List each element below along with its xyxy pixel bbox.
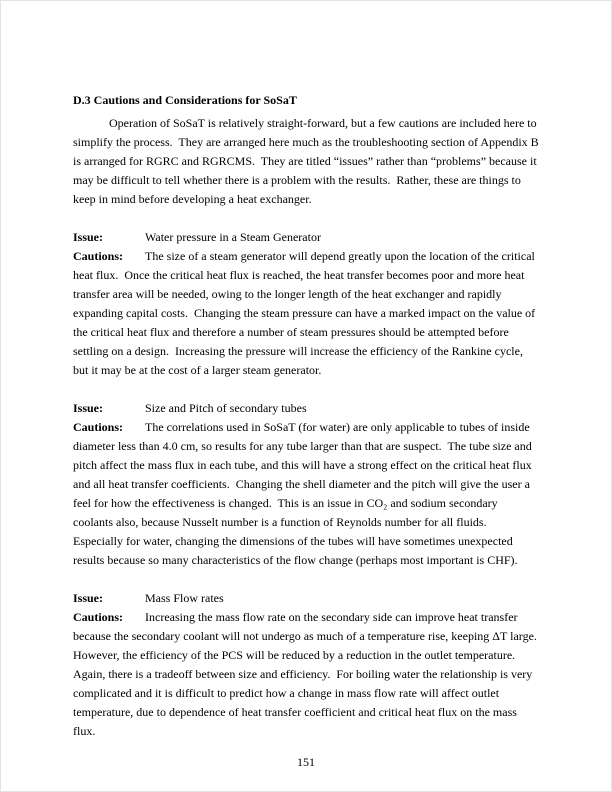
issue-title: Size and Pitch of secondary tubes <box>145 401 307 415</box>
section-heading: D.3 Cautions and Considerations for SoSaT <box>73 93 297 107</box>
cautions-label: Cautions: <box>73 420 124 434</box>
cautions-text: The size of a steam generator will depend greatly upon the location of the critical heat flux. Once the critical heat flux is reached, the heat transfer becomes poor and more heat transfer area will be needed, owing to the longer length of the heat exchanger and rapidly expanding capital costs. Changing the steam pressure can have a marked impact on the value of the critical heat flux and therefore a number of steam pressures should be attempted before settling on a design. Increasing the pressure will increase the efficiency of the Rankine cycle, but it may be at the cost of a larger steam generator. <box>73 249 539 377</box>
cautions-paragraph <box>73 608 543 741</box>
page-number: 151 <box>297 755 315 769</box>
cautions-label: Cautions: <box>73 610 124 624</box>
issue-line <box>73 228 539 247</box>
issue-label: Issue: <box>73 401 104 415</box>
issue-block <box>73 589 543 741</box>
intro-paragraph: Operation of SoSaT is relatively straight-forward, but a few cautions are included here to simplify the process. They are arranged here much as the troubleshooting section of Appendix B is arranged for RGRC and RGRCMS. They are titled “issues” rather than “problems” because it may be difficult to tell whether there is a problem with the results. Rather, these are things to keep in mind before developing a heat exchanger. <box>73 116 542 206</box>
cautions-label: Cautions: <box>73 249 124 263</box>
cautions-text: The correlations used in SoSaT (for water) are only applicable to tubes of inside diameter less than 4.0 cm, so results for any tube larger than that are suspect. The tube size and pitch affect the mass flux in each tube, and this will have a strong effect on the critical heat flux and all heat transfer coefficients. Changing the shell diameter and the pitch will give the user a feel for how the effectiveness is changed. This is an issue in CO₂ and sodium secondary coolants also, because Nusselt number is a function of Reynolds number for all fluids. Especially for water, changing the dimensions of the tubes will have sometimes unexpected results because so many characteristics of the flow change (perhaps most important is CHF). <box>73 420 535 567</box>
issue-label: Issue: <box>73 230 104 244</box>
cautions-text: Increasing the mass flow rate on the secondary side can improve heat transfer because the secondary coolant will not undergo as much of a temperature rise, keeping ΔT large. However, the efficiency of the PCS will be reduced by a reduction in the outlet temperature. Again, there is a tradeoff between size and efficiency. For boiling water the relationship is very complicated and it is difficult to predict how a change in mass flow rate will affect outlet temperature, due to dependence of heat transfer coefficient and critical heat flux on the mass flux. <box>73 610 543 738</box>
issue-label: Issue: <box>73 591 104 605</box>
issue-title: Water pressure in a Steam Generator <box>145 230 321 244</box>
issue-block <box>73 228 539 380</box>
issue-title: Mass Flow rates <box>145 591 224 605</box>
issue-block <box>73 399 539 570</box>
issue-line <box>73 589 539 608</box>
cautions-paragraph <box>73 247 539 380</box>
cautions-paragraph <box>73 418 539 570</box>
issue-line <box>73 399 539 418</box>
